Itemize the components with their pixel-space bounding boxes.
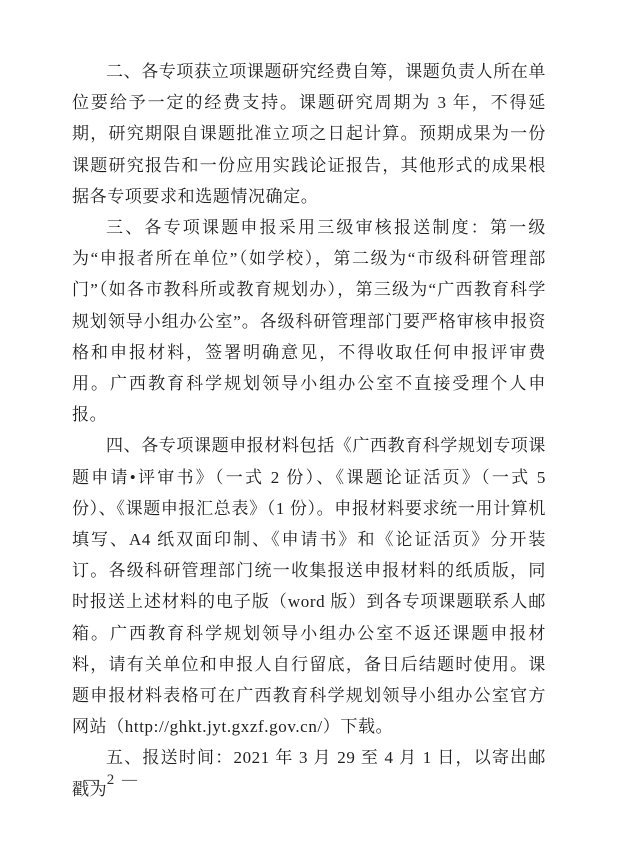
paragraph-item-4: 四、各专项课题申报材料包括《广西教育科学规划专项课题申请•评审书》（一式 2 份）、《课题论证活页》（一式 5 份）、《课题申报汇总表》（1 份）。申报材料要求统一用计算机填写、A4 纸双面印制、《申请书》和《论证活页》分开装订。各级科研管理部门统一收集报送申报材料的纸质版，同时报送上述材料的电子版（word 版）到各专项课题联系人邮箱。广西教育科学规划领导小组办公室不返还课题申报材料，请有关单位和申报人自行留底，备日后结题时使用。课题申报材料表格可在广西教育科学规划领导小组办公室官方网站（http://ghkt.jyt.gxzf.gov.cn/）下载。	[72, 436, 546, 737]
paragraph-item-3: 三、各专项课题申报采用三级审核报送制度：第一级为“申报者所在单位”（如学校），第二级为“市级科研管理部门”（如各市教科所或教育规划办），第三级为“广西教育科学规划领导小组办公室”。各级科研管理部门要严格审核申报资格和申报材料，签署明确意见，不得收取任何申报评审费用。广西教育科学规划领导小组办公室不直接受理个人申报。	[72, 218, 546, 425]
paragraph-item-5: 五、报送时间：2021 年 3 月 29 至 4 月 1 日，以寄出邮戳为	[72, 748, 546, 799]
page-number: — 2 —	[84, 772, 139, 788]
document-body	[72, 56, 546, 805]
paragraph-item-2: 二、各专项获立项课题研究经费自筹，课题负责人所在单位要给予一定的经费支持。课题研究周期为 3 年，不得延期，研究期限自课题批准立项之日起计算。预期成果为一份课题研究报告和一份应用实践论证报告，其他形式的成果根据各专项要求和选题情况确定。	[72, 62, 546, 206]
